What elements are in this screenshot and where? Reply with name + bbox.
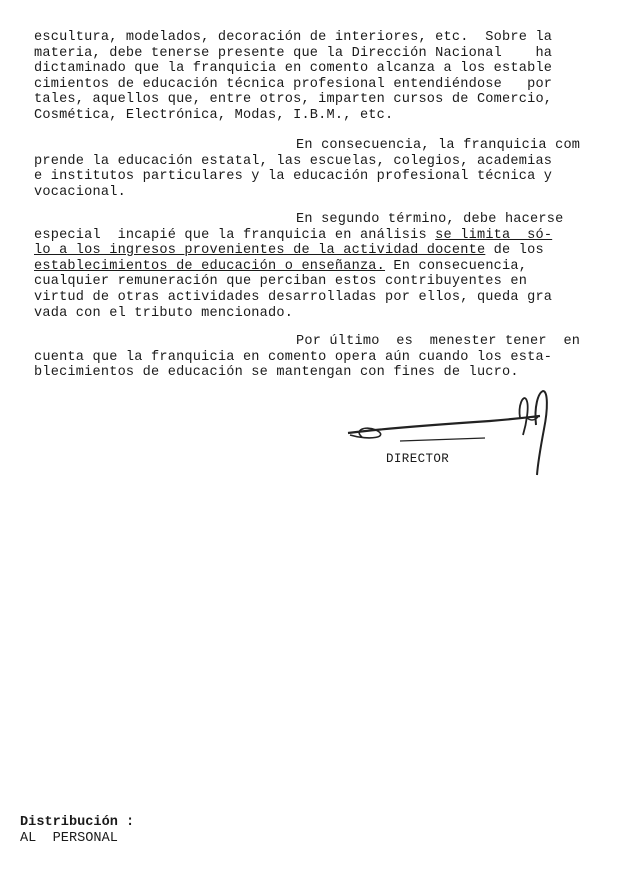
- text-segment: de los: [485, 243, 544, 259]
- text-line: tales, aquellos que, entre otros, imparten cursos de Comercio,: [34, 92, 553, 108]
- paragraph-4: [34, 334, 614, 381]
- text-segment: En consecuencia,: [385, 258, 528, 274]
- text-line: cuenta que la franquicia en comento opera aún cuando los esta-: [34, 349, 553, 365]
- paragraph-3: [34, 212, 614, 321]
- text-line: [34, 228, 614, 244]
- text-line: Cosmética, Electrónica, Modas, I.B.M., etc.: [34, 107, 394, 123]
- text-line: vocacional.: [34, 184, 126, 200]
- paragraph-2: [34, 138, 614, 200]
- text-line: e institutos particulares y la educación profesional técnica y: [34, 169, 553, 185]
- text-line: dictaminado que la franquicia en comento alcanza a los estable: [34, 61, 553, 77]
- text-line: blecimientos de educación se mantengan con fines de lucro.: [34, 365, 519, 381]
- text-segment: especial incapié que la franquicia en análisis: [34, 227, 436, 243]
- text-line: materia, debe tenerse presente que la Dirección Nacional ha: [34, 45, 553, 61]
- text-line: cimientos de educación técnica profesional entendiéndose por: [34, 76, 553, 92]
- text-line: cualquier remuneración que perciban estos contribuyentes en: [34, 274, 528, 290]
- underlined-text: lo a los ingresos provenientes de la actividad docente: [34, 243, 486, 259]
- text-line: vada con el tributo mencionado.: [34, 305, 294, 321]
- text-line: prende la educación estatal, las escuelas, colegios, academias: [34, 153, 553, 169]
- text-line: [34, 259, 614, 275]
- underlined-text: se limita só-: [435, 227, 553, 243]
- text-line: virtud de otras actividades desarrolladas por ellos, queda gra: [34, 289, 553, 305]
- text-line: [34, 243, 614, 259]
- handwritten-signature: [340, 385, 580, 480]
- text-line: En segundo término, debe hacerse: [296, 212, 564, 227]
- underlined-text: establecimientos de educación o enseñanza.: [34, 258, 386, 274]
- signature-title: DIRECTOR: [386, 452, 450, 466]
- distribution-label: Distribución :: [20, 815, 135, 830]
- distribution-block: [20, 815, 134, 846]
- text-line: escultura, modelados, decoración de interiores, etc. Sobre la: [34, 30, 553, 45]
- paragraph-1: [34, 30, 614, 124]
- text-line: Por último es menester tener en: [296, 334, 581, 349]
- text-line: En consecuencia, la franquicia com: [296, 138, 581, 153]
- distribution-recipient: AL PERSONAL: [20, 830, 118, 846]
